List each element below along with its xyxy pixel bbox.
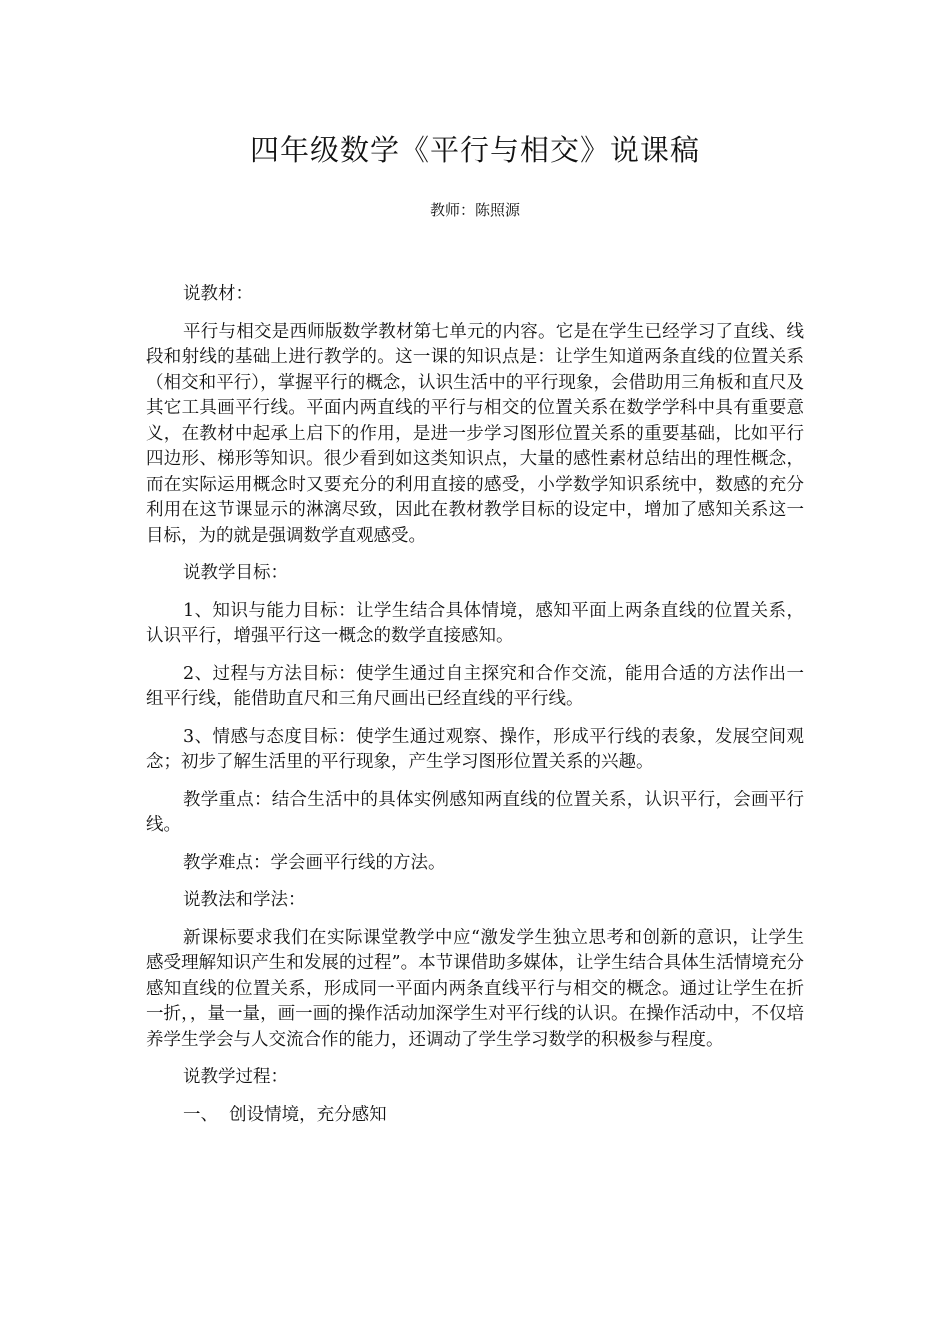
paragraph-objective-3: 3、情感与态度目标：使学生通过观察、操作，形成平行线的表象，发展空间观念；初步了解生活里的平行现象，产生学习图形位置关系的兴趣。 (146, 726, 804, 772)
paragraph-difficulties: 教学难点：学会画平行线的方法。 (183, 852, 446, 873)
paragraph-methods: 新课标要求我们在实际课堂教学中应“激发学生独立思考和创新的意识，让学生感受理解知识产生和发展的过程”。本节课借助多媒体，让学生结合具体生活情境充分感知直线的位置关系，形成同一平面内两条直线平行与相交的概念。通过让学生在折一折，，量一量，画一画的操作活动加深学生对平行线的认识。在操作活动中，不仅培养学生学会与人交流合作的能力，还调动了学生学习数学的积极参与程度。 (146, 927, 804, 1050)
paragraph-key-points: 教学重点：结合生活中的具体实例感知两直线的位置关系，认识平行，会画平行线。 (146, 789, 804, 835)
paragraph-objective-2: 2、过程与方法目标：使学生通过自主探究和合作交流，能用合适的方法作出一组平行线，能借助直尺和三角尺画出已经直线的平行线。 (146, 663, 804, 709)
process-step-1: 一、 创设情境，充分感知 (183, 1104, 387, 1125)
section-heading-objectives: 说教学目标： (183, 563, 288, 583)
document-title: 四年级数学《平行与相交》说课稿 (249, 133, 700, 167)
document-author: 教师：陈照源 (429, 201, 520, 219)
document-body (146, 282, 804, 1128)
paragraph-textbook: 平行与相交是西师版数学教材第七单元的内容。它是在学生已经学习了直线、线段和射线的基础上进行教学的。这一课的知识点是：让学生知道两条直线的位置关系（相交和平行），掌握平行的概念，认识生活中的平行现象，会借助用三角板和直尺及其它工具画平行线。平面内两直线的平行与相交的位置关系在数学学科中具有重要意义，在教材中起承上启下的作用，是进一步学习图形位置关系的重要基础，比如平行四边形、梯形等知识。很少看到如这类知识点，大量的感性素材总结出的理性概念，而在实际运用概念时又要充分的利用直接的感受，小学数学知识系统中，数感的充分利用在这节课显示的淋漓尽致，因此在教材教学目标的设定中，增加了感知关系这一目标，为的就是强调数学直观感受。 (146, 321, 804, 546)
paragraph-objective-1: 1、知识与能力目标：让学生结合具体情境，感知平面上两条直线的位置关系，认识平行，增强平行这一概念的数学直接感知。 (146, 600, 804, 646)
section-heading-textbook: 说教材： (183, 284, 253, 304)
section-heading-methods: 说教法和学法： (183, 890, 306, 910)
section-heading-process: 说教学过程： (183, 1067, 288, 1087)
